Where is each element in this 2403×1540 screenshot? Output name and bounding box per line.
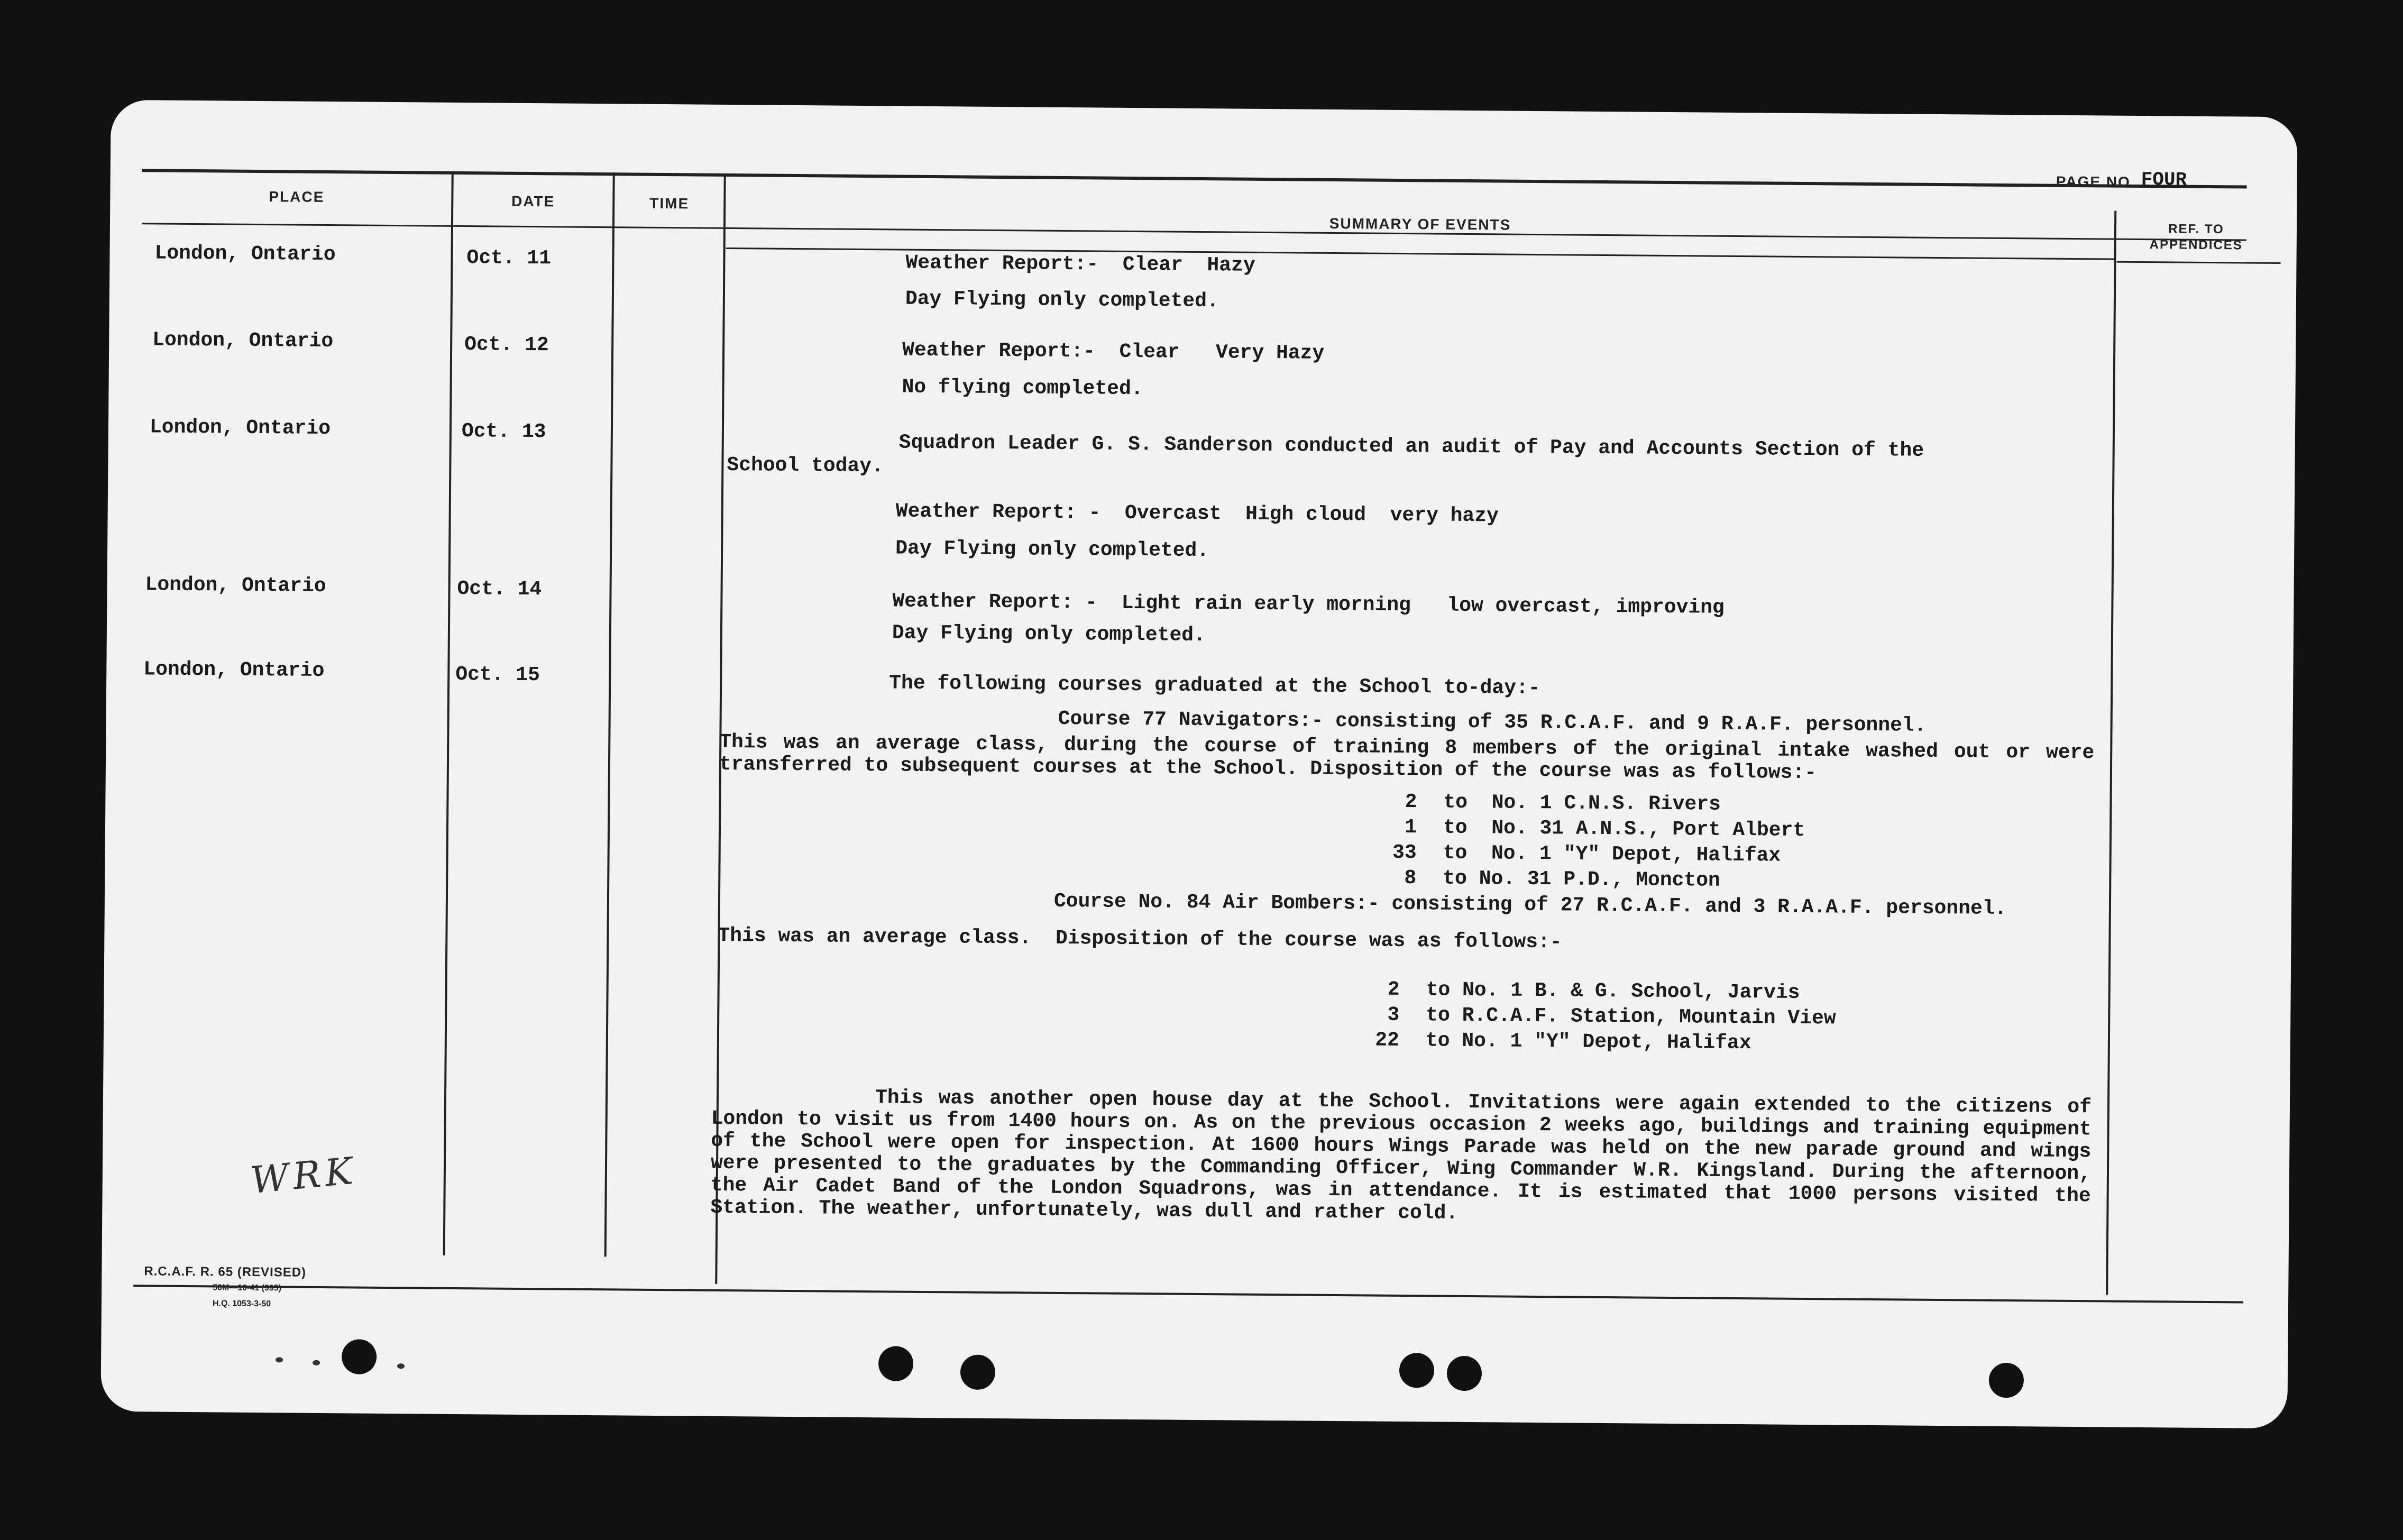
punch-hole (342, 1339, 377, 1374)
page-number-label: PAGE NO. (2056, 173, 2136, 190)
disposition-destination: to No. 1 C.N.S. Rivers (1443, 791, 1721, 816)
form-hq-reference: H.Q. 1053-3-50 (212, 1299, 271, 1309)
ref-header-line1: REF. TO (2168, 222, 2224, 237)
punch-hole (1989, 1363, 2024, 1398)
entry-place: London, Ontario (149, 416, 331, 441)
disposition-count: 3 (1387, 1003, 1400, 1026)
ink-speck (276, 1357, 283, 1362)
oct12-weather-report: Weather Report:- Clear Very Hazy (902, 338, 1325, 365)
oct13-audit-line1: Squadron Leader G. S. Sanderson conducted an audit of Pay and Accounts Section of the (898, 431, 1924, 462)
entry-place: London, Ontario (145, 573, 326, 598)
disposition-count: 22 (1375, 1029, 1400, 1052)
disposition-destination: to No. 31 P.D., Moncton (1443, 867, 1720, 892)
disposition-destination: to No. 1 "Y" Depot, Halifax (1443, 841, 1781, 867)
form-footer (144, 1263, 306, 1312)
disposition-count: 2 (1387, 978, 1400, 1001)
form-number: R.C.A.F. R. 65 (REVISED) (144, 1264, 307, 1280)
entry-place: London, Ontario (152, 328, 334, 353)
disposition-row (1357, 1028, 1836, 1057)
oct11-weather-report: Weather Report:- Clear Hazy (905, 251, 1255, 277)
time-header: TIME (649, 195, 690, 212)
ink-speck (397, 1363, 405, 1369)
oct11-flying: Day Flying only completed. (905, 287, 1219, 313)
place-date-divider (443, 171, 454, 1255)
disposition-destination: to No. 1 B. & G. School, Jarvis (1426, 978, 1800, 1004)
punch-hole (1447, 1356, 1482, 1391)
oct14-flying: Day Flying only completed. (892, 621, 1206, 647)
course77-description: This was an average class, during the course of training 8 members of the original intake washed out or were transferred to subsequent courses at the School. Disposition of the course was as follows:- (719, 730, 2095, 785)
handwritten-initials: WRK (249, 1149, 359, 1203)
entry-date: Oct. 13 (461, 420, 546, 444)
punch-hole (960, 1354, 996, 1390)
course84-title: Course No. 84 Air Bombers:- consisting of 27 R.C.A.F. and 3 R.A.A.F. personnel. (1053, 890, 2007, 920)
ref-underline (2117, 261, 2281, 264)
course77-title: Course 77 Navigators:- consisting of 35 R.C.A.F. and 9 R.A.F. personnel. (1058, 707, 1927, 737)
date-time-divider (604, 172, 615, 1257)
disposition-row (1374, 840, 1805, 869)
disposition-row (1374, 866, 1804, 894)
disposition-destination: to No. 1 "Y" Depot, Halifax (1425, 1029, 1751, 1055)
form-print-code: 50M—10-41 (995) (213, 1283, 282, 1293)
oct14-weather-report: Weather Report: - Light rain early morning low overcast, improving (892, 590, 1725, 619)
entry-place: London, Ontario (143, 658, 325, 683)
ink-speck (313, 1360, 320, 1365)
date-header: DATE (511, 192, 555, 210)
disposition-count: 1 (1405, 816, 1417, 839)
course84-description: This was an average class. Disposition of the course was as follows:- (718, 924, 1562, 954)
oct13-audit-line2: School today. (727, 453, 884, 478)
disposition-destination: to No. 31 A.N.S., Port Albert (1443, 816, 1805, 842)
entry-date: Oct. 15 (455, 663, 540, 687)
oct13-weather-report: Weather Report: - Overcast High cloud very hazy (895, 500, 1499, 528)
punch-hole (1399, 1353, 1435, 1388)
disposition-count: 2 (1405, 791, 1417, 814)
record-card (100, 100, 2297, 1428)
disposition-count: 8 (1404, 867, 1417, 890)
disposition-row (1374, 815, 1805, 844)
entry-date: Oct. 11 (466, 246, 552, 270)
punch-hole (878, 1346, 914, 1381)
ref-header-line2: APPENDICES (2149, 237, 2243, 253)
summary-ref-divider (2106, 211, 2116, 1295)
page-number-value: FOUR (2141, 168, 2187, 191)
oct12-flying: No flying completed. (902, 375, 1143, 401)
open-house-paragraph: This was another open house day at the School. Invitations were again extended to the citizens of London to visit us from 1400 hours on. As on the previous occasion 2 weeks ago, buildings and training equipment of the School were open for inspection. At 1600 hours Wings Parade was held on the new parade ground and wings were presented to the graduates by the Commanding Officer, Wing Commander W.R. Kingsland. During the afternoon, the Air Cadet Band of the London Squadrons, was in attendance. It is estimated that 1000 persons visited the Station. The weather, unfortunately, was dull and rather cold. (710, 1086, 2092, 1225)
disposition-row (1374, 790, 1805, 818)
entry-place: London, Ontario (154, 242, 336, 267)
entry-date: Oct. 12 (464, 333, 549, 357)
oct15-intro: The following courses graduated at the School to-day:- (889, 672, 1540, 700)
course84-disposition (1357, 977, 1836, 1057)
oct13-flying: Day Flying only completed. (895, 537, 1209, 563)
disposition-row (1357, 1002, 1836, 1031)
top-rule (142, 169, 2247, 188)
disposition-row (1357, 977, 1836, 1006)
summary-header: SUMMARY OF EVENTS (1329, 215, 1511, 233)
disposition-destination: to R.C.A.F. Station, Mountain View (1426, 1004, 1836, 1030)
place-header: PLACE (269, 188, 325, 205)
disposition-count: 33 (1392, 841, 1417, 865)
course77-disposition (1374, 790, 1805, 894)
bottom-rule (133, 1285, 2243, 1303)
entry-date: Oct. 14 (457, 577, 542, 601)
